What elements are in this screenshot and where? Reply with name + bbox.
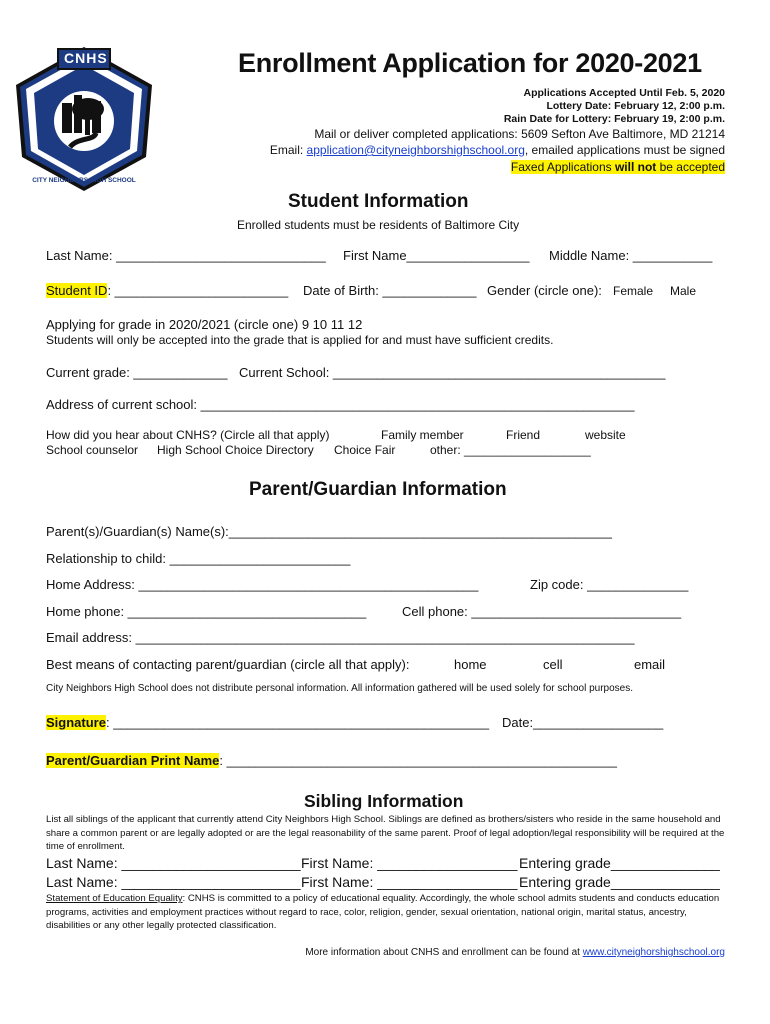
equality-text: : CNHS is committed to a policy of educational equality. Accordingly, the whole school admits students and conducts education programs, activities and employment practices without regard to race, color, religion, gender, sexual orientation, national origin, marital status, ancestry, disabilities or any other legally protected classification. — [46, 893, 720, 931]
privacy-note: City Neighbors High School does not distribute personal information. All information gathered will be used solely for school purposes. — [46, 683, 633, 694]
email-prefix: Email: — [269, 143, 307, 157]
sibling2-last-name-field[interactable]: Last Name: _______________________ — [46, 874, 301, 890]
rain-date: Rain Date for Lottery: February 19, 2:00 p.m. — [503, 113, 725, 125]
student-id-blank: : ________________________ — [107, 283, 289, 298]
cell-phone-field[interactable]: Cell phone: _____________________________ — [402, 604, 682, 619]
school-address-field[interactable]: Address of current school: ____________________________________________________________ — [46, 397, 635, 412]
fax-notice — [511, 160, 725, 174]
lottery-date: Lottery Date: February 12, 2:00 p.m. — [546, 100, 725, 112]
sibling1-last-name-field[interactable]: Last Name: _______________________ — [46, 855, 301, 871]
logo-top-text: CNHS — [64, 50, 108, 66]
first-name-field[interactable]: First Name_________________ — [343, 248, 530, 263]
residency-note: Enrolled students must be residents of Baltimore City — [237, 218, 520, 232]
contact-option-cell[interactable]: cell — [543, 657, 563, 672]
more-info-text: More information about CNHS and enrollment can be found at — [305, 947, 583, 958]
parent-section-heading: Parent/Guardian Information — [249, 479, 507, 500]
current-school-field[interactable]: Current School: ______________________________________________ — [239, 365, 666, 380]
sibling1-first-name-field[interactable]: First Name: __________________ — [301, 855, 518, 871]
student-id-field[interactable] — [46, 283, 288, 298]
print-name-blank: : ______________________________________________________ — [219, 753, 618, 768]
email-address-field[interactable]: Email address: _____________________________________________________________________ — [46, 630, 635, 645]
print-name-field[interactable] — [46, 753, 617, 768]
sibling-section-heading: Sibling Information — [304, 791, 464, 811]
grade-note: Students will only be accepted into the grade that is applied for and must have sufficient credits. — [46, 333, 554, 347]
school-logo — [12, 45, 156, 193]
school-website-link[interactable]: www.cityneighorshighschool.org — [582, 947, 725, 958]
email-suffix: , emailed applications must be signed — [524, 143, 725, 157]
hear-option-fair[interactable]: Choice Fair — [334, 443, 396, 457]
hear-option-website[interactable]: website — [585, 428, 626, 442]
grade-applying-field[interactable]: Applying for grade in 2020/2021 (circle one) 9 10 11 12 — [46, 317, 363, 332]
sibling-description: List all siblings of the applicant that currently attend City Neighbors High School. Siblings are defined as brothers/sisters who reside in the same household and share a common parent or are legally adopted or are the legal reasonability of the same parent. Proof of legal adoption/legal responsibility will be required at the time of enrollment. — [46, 814, 725, 852]
hear-option-friend[interactable]: Friend — [506, 428, 541, 442]
gender-male-option[interactable]: Male — [670, 284, 697, 298]
application-email-link[interactable]: application@cityneighborshighschool.org — [306, 143, 525, 157]
sibling1-grade-field[interactable]: Entering grade______________ — [519, 855, 720, 871]
page-title: Enrollment Application for 2020-2021 — [238, 48, 702, 78]
signature-date-field[interactable]: Date:__________________ — [502, 715, 664, 730]
fax-prefix: Faxed Applications — [510, 160, 615, 174]
signature-label: Signature — [46, 715, 106, 730]
hear-option-counselor[interactable]: School counselor — [46, 443, 139, 457]
student-id-label: Student ID — [46, 283, 108, 298]
last-name-field[interactable]: Last Name: _____________________________ — [46, 248, 326, 263]
hear-option-family[interactable]: Family member — [381, 428, 464, 442]
how-heard-question: How did you hear about CNHS? (Circle all that apply) — [46, 428, 330, 442]
student-section-heading: Student Information — [288, 191, 469, 212]
fax-bold: will not — [614, 160, 657, 174]
signature-blank: : ____________________________________________________ — [105, 715, 490, 730]
sibling2-grade-field[interactable]: Entering grade______________ — [519, 874, 720, 890]
more-info — [305, 947, 725, 958]
cnhs-shield-icon — [12, 45, 156, 193]
middle-name-field[interactable]: Middle Name: ___________ — [549, 248, 713, 263]
logo-ring-text: CITY NEIGHBORS HIGH SCHOOL — [32, 177, 136, 184]
zip-code-field[interactable]: Zip code: ______________ — [530, 577, 689, 592]
contact-option-email[interactable]: email — [634, 657, 666, 672]
contact-means-question: Best means of contacting parent/guardian (circle all that apply): — [46, 657, 410, 672]
equality-label: Statement of Education Equality — [46, 893, 183, 904]
print-name-label: Parent/Guardian Print Name — [46, 753, 220, 768]
application-deadline: Applications Accepted Until Feb. 5, 2020 — [523, 87, 725, 99]
relationship-field[interactable]: Relationship to child: _________________________ — [46, 551, 351, 566]
equality-statement — [46, 892, 730, 933]
dob-field[interactable]: Date of Birth: _____________ — [303, 283, 477, 298]
fax-suffix: be accepted — [656, 160, 725, 174]
mail-instructions: Mail or deliver completed applications: 5609 Sefton Ave Baltimore, MD 21214 — [314, 127, 725, 141]
gender-label: Gender (circle one): — [487, 283, 602, 298]
sibling2-first-name-field[interactable]: First Name: __________________ — [301, 874, 518, 890]
contact-option-home[interactable]: home — [454, 657, 487, 672]
hear-option-directory[interactable]: High School Choice Directory — [157, 443, 314, 457]
signature-field[interactable] — [46, 715, 489, 730]
home-phone-field[interactable]: Home phone: _________________________________ — [46, 604, 367, 619]
current-grade-field[interactable]: Current grade: _____________ — [46, 365, 228, 380]
home-address-field[interactable]: Home Address: _______________________________________________ — [46, 577, 479, 592]
hear-option-other[interactable]: other: ___________________ — [430, 443, 591, 457]
guardian-names-field[interactable]: Parent(s)/Guardian(s) Name(s):_____________________________________________________ — [46, 524, 612, 539]
gender-female-option[interactable]: Female — [613, 284, 654, 298]
email-instructions — [270, 143, 725, 157]
